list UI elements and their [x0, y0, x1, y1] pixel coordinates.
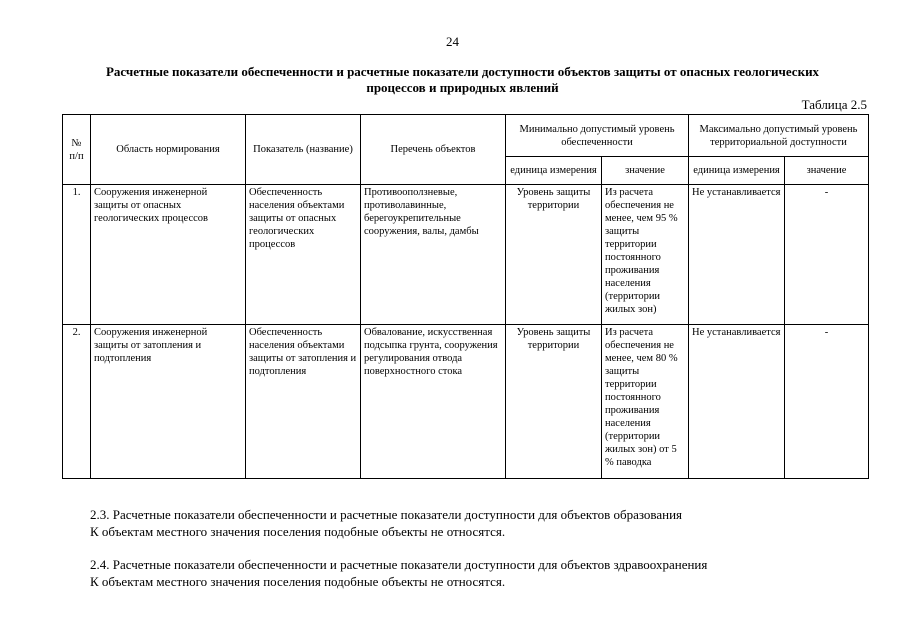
row-max-unit: Не устанавливается — [689, 185, 785, 325]
row-indicator: Обеспеченность населения объектами защиты от опасных геологических процессов — [246, 185, 361, 325]
table-caption: Таблица 2.5 — [801, 97, 867, 112]
row-num: 2. — [63, 325, 91, 479]
header-area: Область нормирования — [91, 115, 246, 185]
header-num: № п/п — [63, 115, 91, 185]
row-objects: Обвалование, искусственная подсыпка грунта, сооружения регулирования отвода поверхностного стока — [361, 325, 506, 479]
table-title: Расчетные показатели обеспеченности и расчетные показатели доступности объектов защиты от опасных геологических процессов и природных явлений — [105, 64, 820, 95]
paragraph-text: К объектам местного значения поселения подобные объекты не относятся. — [90, 574, 506, 589]
paragraph-healthcare — [90, 556, 707, 590]
paragraph-heading: 2.3. Расчетные показатели обеспеченности и расчетные показатели доступности для объектов образования — [90, 507, 683, 522]
header-min-value: значение — [602, 157, 689, 185]
header-min-level: Минимально допустимый уровень обеспеченности — [506, 115, 689, 157]
row-max-value: - — [785, 185, 869, 325]
paragraph-heading: 2.4. Расчетные показатели обеспеченности и расчетные показатели доступности для объектов здравоохранения — [90, 557, 708, 572]
row-area: Сооружения инженерной защиты от опасных геологических процессов — [91, 185, 246, 325]
header-max-level: Максимально допустимый уровень территориальной доступности — [689, 115, 869, 157]
row-min-unit: Уровень защиты территории — [506, 325, 602, 479]
table-row — [63, 325, 869, 479]
row-min-unit: Уровень защиты территории — [506, 185, 602, 325]
table-row — [63, 185, 869, 325]
header-max-value: значение — [785, 157, 869, 185]
header-objects: Перечень объектов — [361, 115, 506, 185]
page-number: 24 — [446, 34, 459, 49]
row-min-value: Из расчета обеспечения не менее, чем 95 % защиты территории постоянного проживания населения (территории жилых зон) — [602, 185, 689, 325]
standards-table — [62, 114, 869, 479]
row-min-value: Из расчета обеспечения не менее, чем 80 % защиты территории постоянного проживания населения (территории жилых зон) от 5 % паводка — [602, 325, 689, 479]
row-max-unit: Не устанавливается — [689, 325, 785, 479]
row-area: Сооружения инженерной защиты от затопления и подтопления — [91, 325, 246, 479]
row-max-value: - — [785, 325, 869, 479]
paragraph-education — [90, 506, 682, 540]
header-max-unit: единица измерения — [689, 157, 785, 185]
row-objects: Противооползневые, противолавинные, берегоукрепительные сооружения, валы, дамбы — [361, 185, 506, 325]
header-min-unit: единица измерения — [506, 157, 602, 185]
header-indicator: Показатель (название) — [246, 115, 361, 185]
row-indicator: Обеспеченность населения объектами защиты от затопления и подтопления — [246, 325, 361, 479]
row-num: 1. — [63, 185, 91, 325]
paragraph-text: К объектам местного значения поселения подобные объекты не относятся. — [90, 524, 506, 539]
